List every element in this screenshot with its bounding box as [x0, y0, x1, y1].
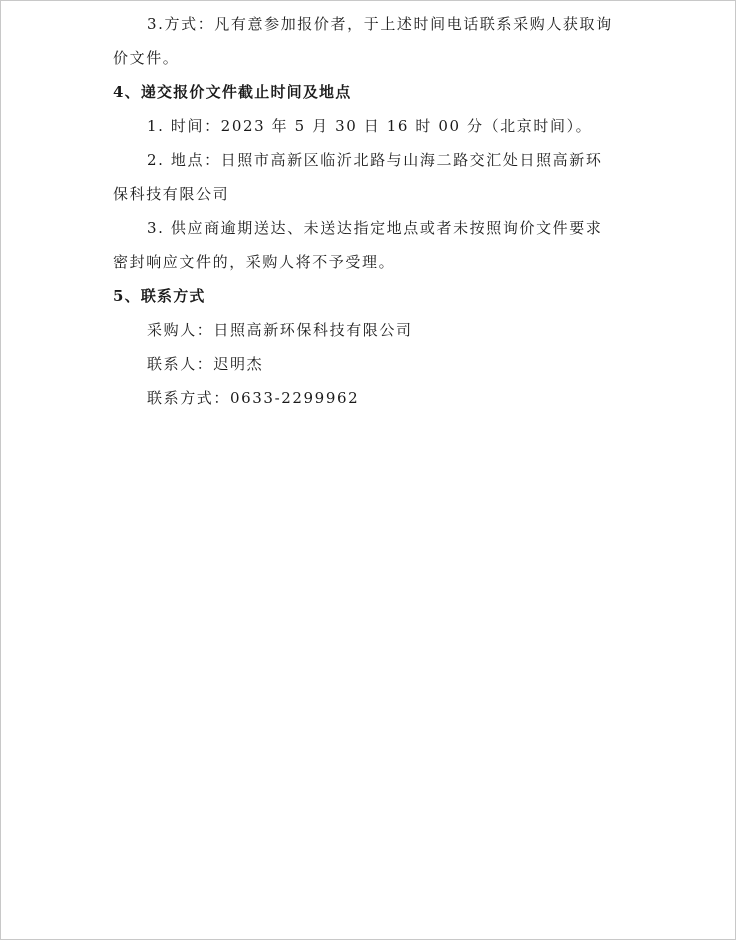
section-5-heading: 5、联系方式 — [113, 287, 206, 305]
purchaser-line: 采购人：日照高新环保科技有限公司 — [147, 321, 413, 339]
location-line-2: 保科技有限公司 — [113, 185, 230, 203]
late-submission-line-2: 密封响应文件的，采购人将不予受理。 — [113, 253, 396, 271]
method-line-1: 3.方式：凡有意参加报价者，于上述时间电话联系采购人获取询 — [147, 15, 613, 33]
deadline-time: 1. 时间：2023 年 5 月 30 日 16 时 00 分（北京时间）。 — [147, 117, 593, 135]
location-line-1: 2. 地点：日照市高新区临沂北路与山海二路交汇处日照高新环 — [147, 151, 603, 169]
document-body — [113, 7, 633, 415]
late-submission-line-1: 3. 供应商逾期送达、未送达指定地点或者未按照询价文件要求 — [147, 219, 603, 237]
method-line-2: 价文件。 — [113, 49, 180, 67]
section-4-heading: 4、递交报价文件截止时间及地点 — [113, 83, 352, 101]
contact-phone-line: 联系方式：0633-2299962 — [147, 389, 360, 407]
contact-person-line: 联系人：迟明杰 — [147, 355, 264, 373]
